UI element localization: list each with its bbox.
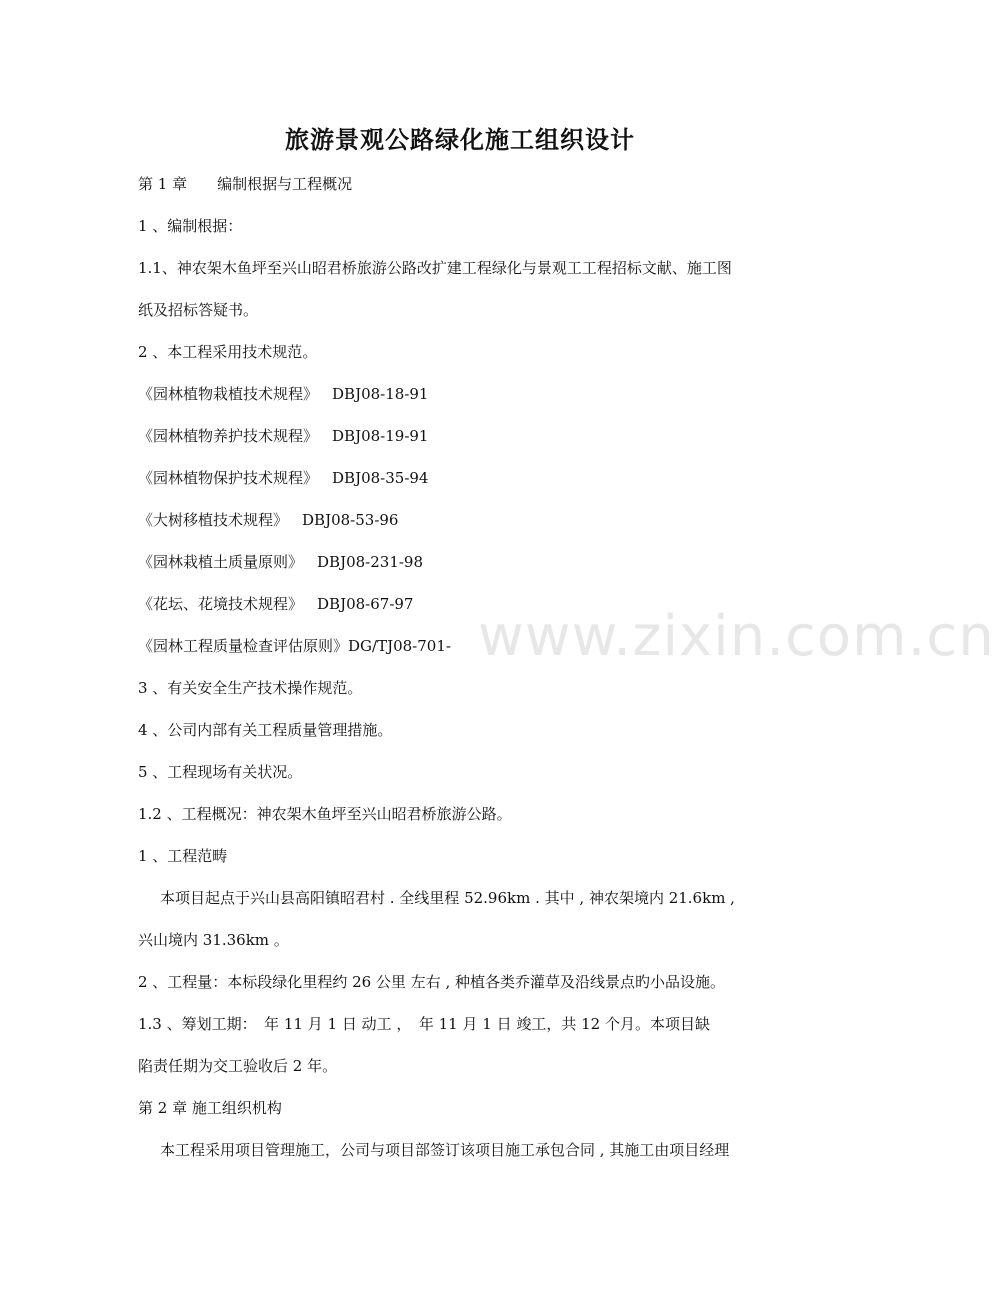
- paragraph-line: 纸及招标答疑书。: [138, 301, 259, 319]
- standard-name: 《花坛、花境技术规程》: [138, 595, 304, 613]
- standard-code: DBJ08-18-91: [332, 385, 429, 403]
- standard-item: [138, 510, 398, 530]
- chapter-1-heading: 第 1 章 编制根据与工程概况: [138, 175, 353, 193]
- standard-item: [138, 636, 451, 656]
- section-basis-heading: 1 、编制根据：: [138, 217, 243, 235]
- standard-item: [138, 384, 428, 404]
- section-schedule-heading: 1.3 、筹划工期： 年 11 月 1 日 动工 ， 年 11 月 1 日 竣工，共 12 个月。本项目缺: [138, 1015, 710, 1033]
- list-item: 2 、本工程采用技术规范。: [138, 343, 318, 361]
- list-item: 4 、公司内部有关工程质量管理措施。: [138, 721, 393, 739]
- paragraph-line: 1.1、神农架木鱼坪至兴山昭君桥旅游公路改扩建工程绿化与景观工工程招标文献、施工图: [138, 259, 732, 277]
- section-overview-heading: 1.2 、工程概况：神农架木鱼坪至兴山昭君桥旅游公路。: [138, 805, 512, 823]
- standard-code: DBJ08-53-96: [302, 511, 399, 529]
- standard-name: 《园林植物栽植技术规程》: [138, 385, 319, 403]
- standard-item: [138, 594, 413, 614]
- list-item: 2 、工程量：本标段绿化里程约 26 公里 左右 , 种植各类乔灌草及沿线景点旳小品设施。: [138, 973, 726, 991]
- list-item: 3 、有关安全生产技术操作规范。: [138, 679, 363, 697]
- standard-item: [138, 468, 428, 488]
- standard-name: 《园林植物养护技术规程》: [138, 427, 319, 445]
- list-item: 1 、工程范畴: [138, 847, 228, 865]
- list-item: 5 、工程现场有关状况。: [138, 763, 303, 781]
- standard-name: 《园林植物保护技术规程》: [138, 469, 319, 487]
- standard-item: [138, 552, 423, 572]
- standard-code: DBJ08-35-94: [332, 469, 429, 487]
- standard-code: DG/TJ08-701-: [348, 637, 451, 655]
- standard-name: 《大树移植技术规程》: [138, 511, 289, 529]
- standard-item: [138, 426, 428, 446]
- standard-name: 《园林栽植土质量原则》: [138, 553, 304, 571]
- paragraph-line: 本项目起点于兴山县高阳镇昭君村 . 全线里程 52.96km . 其中 , 神农架境内 21.6km ,: [160, 889, 735, 907]
- document-title: 旅游景观公路绿化施工组织设计: [285, 125, 635, 154]
- standard-code: DBJ08-19-91: [332, 427, 429, 445]
- standard-code: DBJ08-231-98: [317, 553, 424, 571]
- paragraph-line: 陷责任期为交工验收后 2 年。: [138, 1057, 338, 1075]
- paragraph-line: 本工程采用项目管理施工，公司与项目部签订该项目施工承包合同 , 其施工由项目经理: [160, 1141, 730, 1159]
- watermark: www.zixin.com.cn: [478, 604, 995, 669]
- standard-name: 《园林工程质量检查评估原则》: [138, 637, 349, 655]
- chapter-2-heading: 第 2 章 施工组织机构: [138, 1099, 282, 1117]
- paragraph-line: 兴山境内 31.36km 。: [138, 931, 289, 949]
- standard-code: DBJ08-67-97: [317, 595, 414, 613]
